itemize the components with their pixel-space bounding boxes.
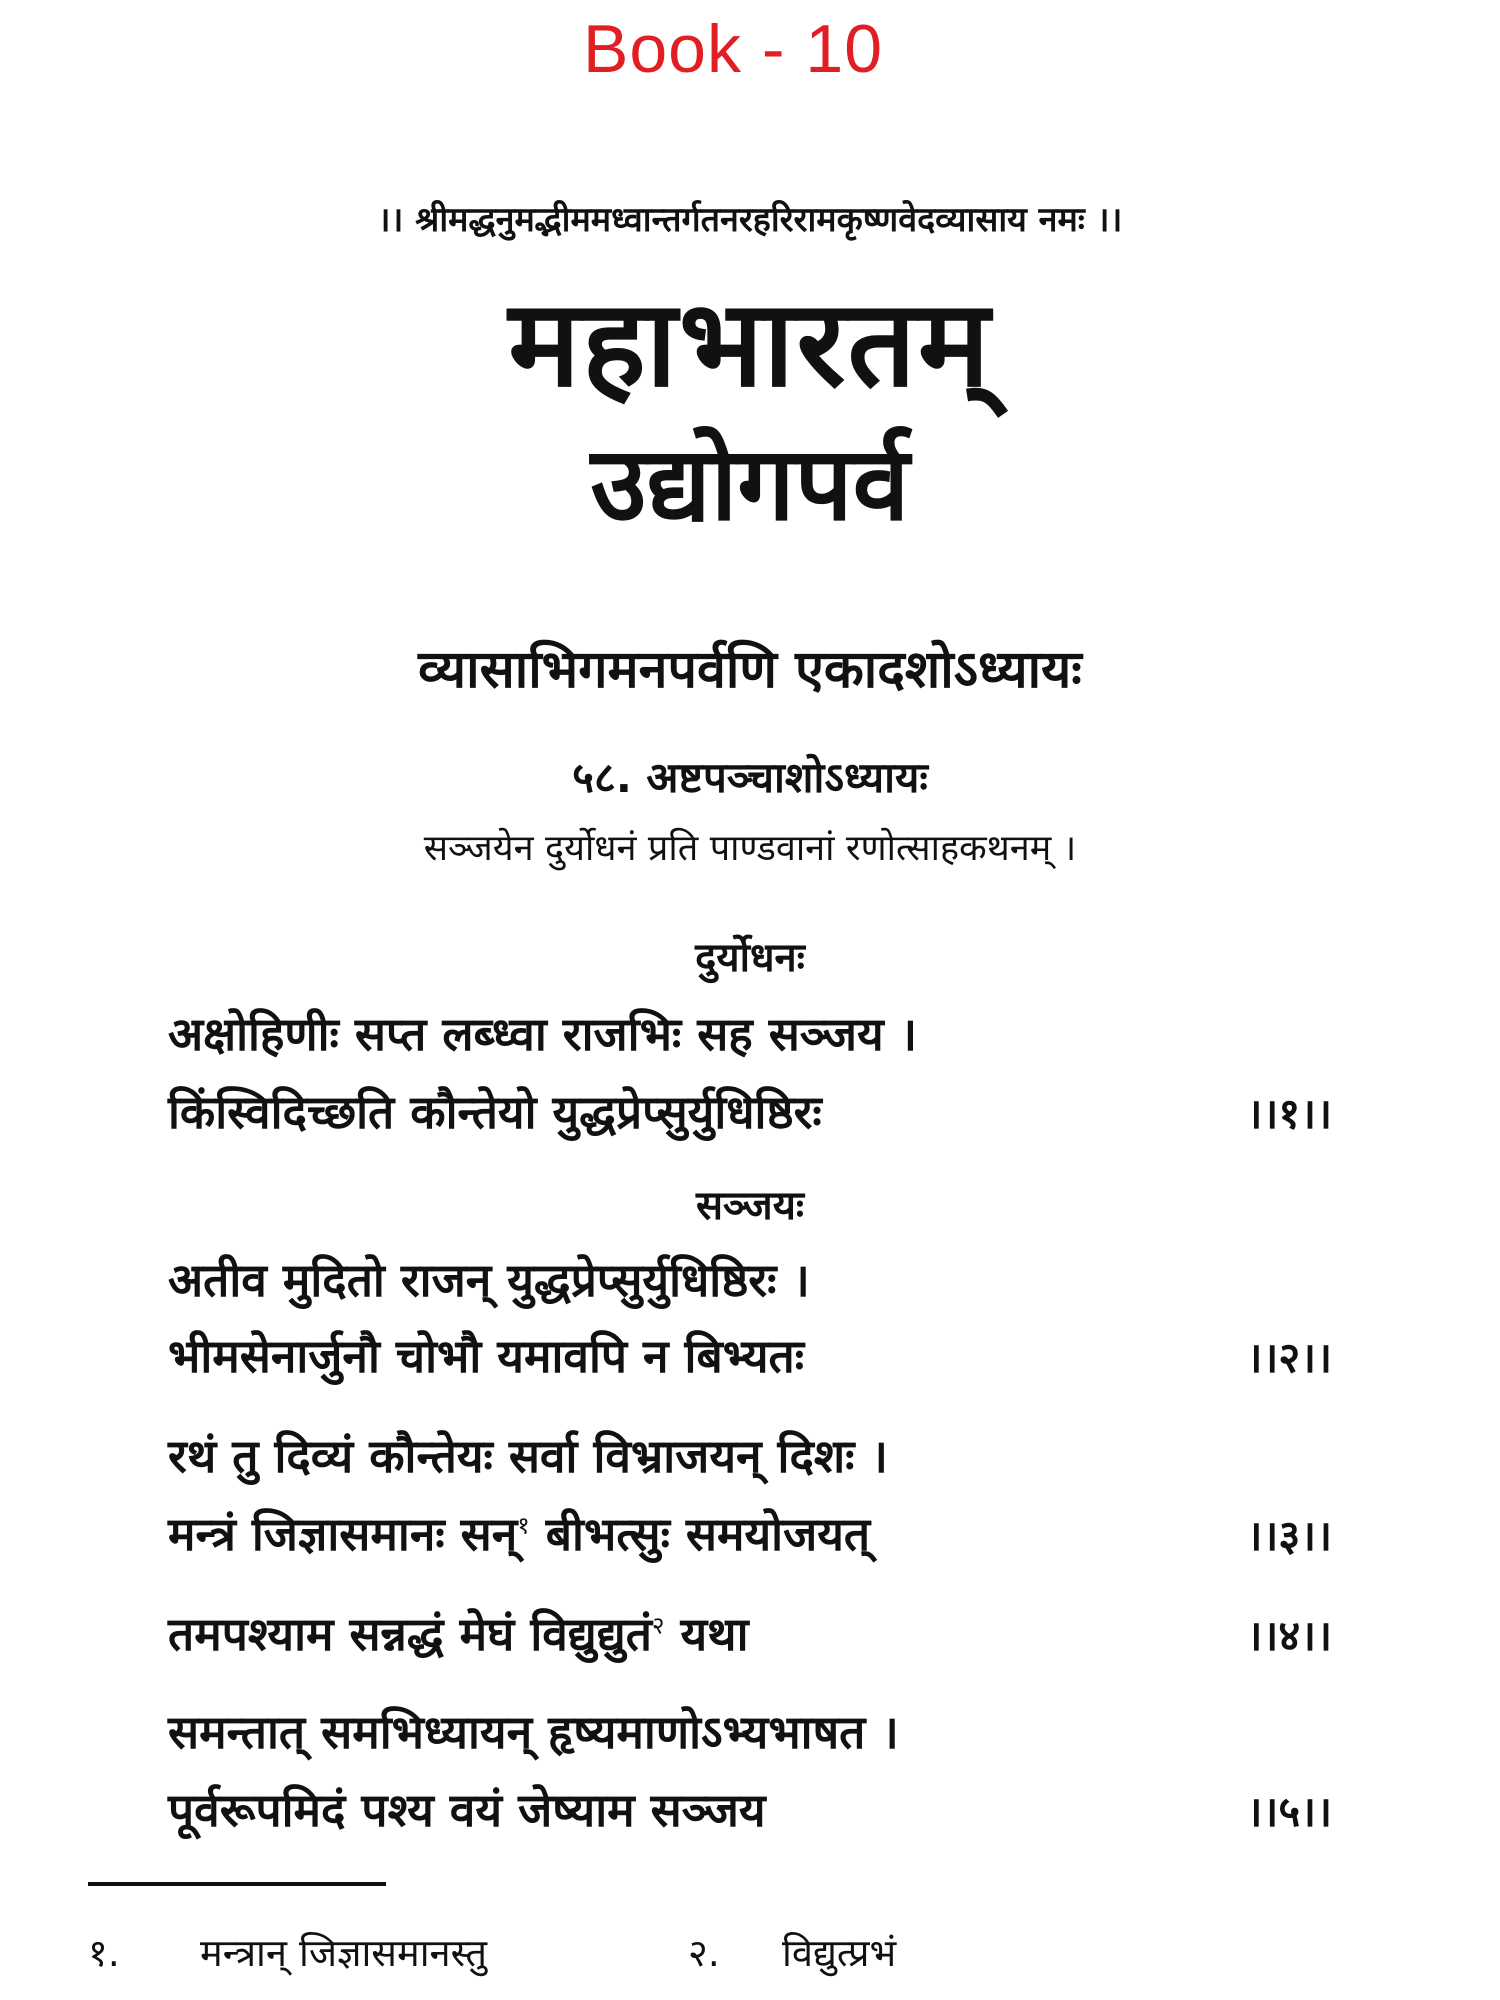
verse-5-line-1: समन्तात् समभिध्यायन् हृष्यमाणोऽभ्यभाषत । <box>168 1705 899 1759</box>
verse-2-line-2: भीमसेनार्जुनौ चोभौ यमावपि न बिभ्यतः <box>168 1329 805 1383</box>
verse-4-line-1-rest: यथा <box>664 1607 749 1661</box>
verse-4-line-1-text: तमपश्याम सन्नद्धं मेघं विद्युद्युतं <box>168 1607 652 1661</box>
book-label: Book - 10 <box>583 11 884 87</box>
verse-5-number: ।।५।। <box>1246 1787 1332 1836</box>
verse-3-line-2-text: मन्त्रं जिज्ञासमानः सन् <box>168 1507 518 1561</box>
parva-title: उद्योगपर्व <box>590 425 910 544</box>
verse-3-line-1: रथं तु दिव्यं कौन्तेयः सर्वा विभ्राजयन् दिशः । <box>168 1429 888 1483</box>
verse-3-line-2 <box>168 1502 1208 1564</box>
invocation-line: ।। श्रीमद्धनुमद्भीममध्वान्तर्गतनरहरिरामकृष्णवेदव्यासाय नमः ।। <box>377 200 1123 240</box>
verse-1-number: ।।१।। <box>1246 1089 1332 1138</box>
verse-3-line-2-rest: बीभत्सुः समयोजयत् <box>529 1507 871 1561</box>
footnote-2-text: विद्युत्प्रभं <box>782 1931 897 1975</box>
verse-5-line-2: पूर्वरूपमिदं पश्य वयं जेष्याम सञ्जय <box>168 1783 766 1837</box>
footnote-1-text: मन्त्रान् जिज्ञासमानस्तु <box>200 1931 488 1975</box>
footnote-ref-2: २ <box>652 1611 665 1640</box>
footnote-2-marker: २. <box>688 1931 720 1975</box>
footnote-divider <box>88 1882 386 1886</box>
verse-2-number: ।।२।। <box>1246 1333 1332 1382</box>
chapter-summary: सञ्जयेन दुर्योधनं प्रति पाण्डवानां रणोत्साहकथनम् । <box>423 828 1077 869</box>
verse-3-number: ।।३।। <box>1246 1511 1332 1560</box>
verse-2-line-1: अतीव मुदितो राजन् युद्धप्रेप्सुर्युधिष्ठिरः । <box>168 1253 810 1307</box>
chapter-heading: ५८. अष्टपञ्चाशोऽध्यायः <box>572 753 928 802</box>
speaker-label: दुर्योधनः <box>695 935 805 981</box>
footnote-1-marker: १. <box>88 1931 120 1975</box>
verse-1-line-1: अक्षोहिणीः सप्त लब्ध्वा राजभिः सह सञ्जय । <box>168 1007 918 1061</box>
verse-4-number: ।।४।। <box>1246 1611 1332 1660</box>
verse-1-line-2: किंस्विदिच्छति कौन्तेयो युद्धप्रेप्सुर्युधिष्ठिरः <box>168 1085 822 1139</box>
section-heading: व्यासाभिगमनपर्वणि एकादशोऽध्यायः <box>418 640 1082 700</box>
verse-4-line-1 <box>168 1602 1208 1664</box>
speaker-label: सञ्जयः <box>696 1183 804 1229</box>
footnote-ref-1: १ <box>517 1511 530 1540</box>
page-title: महाभारतम् <box>508 275 992 414</box>
